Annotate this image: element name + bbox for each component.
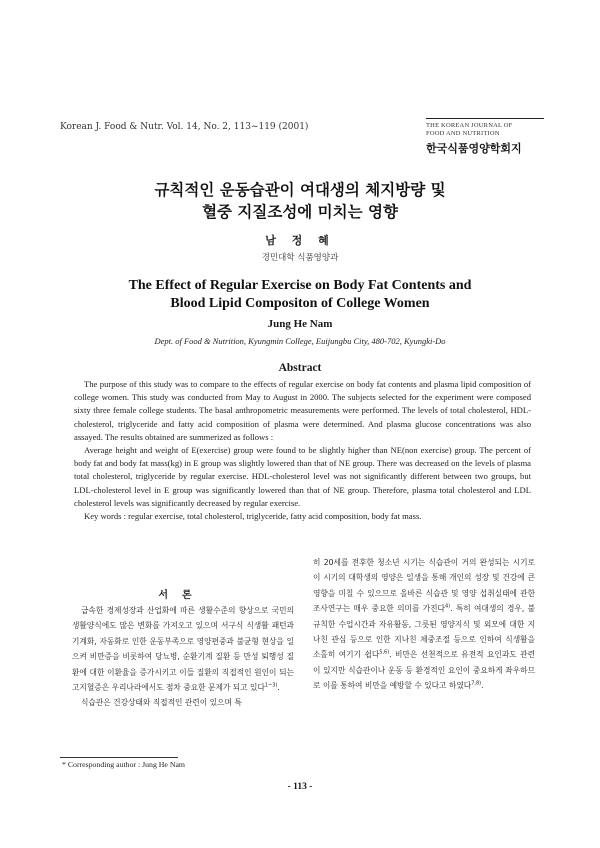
intro-right-column	[313, 555, 535, 694]
title-ko-line2: 혈중 지질조성에 미치는 영향	[202, 203, 398, 221]
footnote-corresponding-author: * Corresponding author : Jung He Nam	[62, 760, 185, 769]
intro-paragraph-1-text: 급속한 경제성장과 산업화에 따른 생활수준의 향상으로 국민의 생활양식에도 많은 변화를 가져오고 있으며 서구식 식생활 패턴과 기계화, 자동화로 인한 운동부족으로 영양편중과 불균형 현상을 일으켜 비만증을 비롯하여 당뇨병, 순환기계 질환 등 만성 퇴행성 질환에 대한 이환율을 증가시키고 이들 질환의 직접적인 원인이 되는 고지혈증은 우리나라에서도 점차 중요한 문제가 되고 있다	[72, 606, 294, 693]
author-ko: 남 정 혜	[265, 234, 335, 247]
abstract-paragraph-1: The purpose of this study was to compare to the effects of regular exercise on body fat contents and plasma lipid composition of college women. This study was conducted from May to August in 2000. The subjects selected for the experiment were composed sixty three female college students. The basal anthropometric measurements were performed. The levels of total cholesterol, HDL-cholesterol, triglyceride and fatty acid composition of plasma were determined. And plasma glucose concentrations was also assayed. The results obtained are summerized as follows :	[74, 379, 531, 442]
intro-paragraph-1: 급속한 경제성장과 산업화에 따른 생활수준의 향상으로 국민의 생활양식에도 많은 변화를 가져오고 있으며 서구식 식생활 패턴과 기계화, 자동화로 인한 운동부족으로 영양편중과 불균형 현상을 일으켜 비만증을 비롯하여 당뇨병, 순환기계 질환 등 만성 퇴행성 질환에 대한 이환율을 증가시키고 이들 질환의 직접적인 원인이 되는 고지혈증은 우리나라에서도 점차 중요한 문제가 되고 있다$^{1\sim 3)}$.	[72, 606, 294, 693]
citation-ref: 4)	[444, 603, 451, 610]
journal-name-en-line2: FOOD AND NUTRITION	[426, 130, 500, 137]
page-number: - 113 -	[287, 782, 313, 792]
affiliation-ko: 경민대학 식품영양과	[261, 253, 339, 263]
journal-name-ko: 한국식품영양학회지	[426, 142, 522, 155]
title-en-line1: The Effect of Regular Exercise on Body Fat Contents and	[128, 278, 472, 293]
footnote-divider	[60, 757, 178, 758]
citation-ref: 5,6)	[379, 649, 390, 656]
citation-ref: 1~3)	[264, 682, 278, 689]
author-en: Jung He Nam	[267, 318, 333, 330]
intro-paragraph-continued	[313, 555, 535, 694]
journal-name-en-line1: THE KOREAN JOURNAL OF	[426, 122, 513, 129]
intro-text-a: 히 20세를 전후한 청소년 시기는 식습관이 거의 완성되는 시기로 이 시기의 대학생의 영양은 일생을 통해 개인의 성장 및 건강에 큰 영향을 미칠 수 있으므로 올바른 식습관 및 영양 섭취실태에 관한 조사연구는 매우 중요한 의미를 가진다	[313, 558, 535, 614]
abstract-body	[74, 378, 531, 523]
title-ko-line1: 규칙적인 운동습관이 여대생의 체지방량 및	[154, 181, 446, 199]
intro-text-d: .	[481, 681, 484, 691]
section-title-introduction: 서론	[158, 590, 206, 601]
intro-left-column	[72, 603, 294, 711]
journal-name-block	[426, 118, 544, 156]
intro-text-c: . 비만은 선천적으로 유전적 요인과도 관련이 있지만 식습관이나 운동 등 환경적인 요인이 중요하게 좌우하므로 이를 통하여 비만을 예방할 수 있다고 하였다	[313, 650, 535, 691]
citation-ref: 7,8)	[471, 680, 482, 687]
title-en-line2: Blood Lipid Compositon of College Women	[170, 296, 430, 311]
affiliation-en: Dept. of Food & Nutrition, Kyungmin College, Euijungbu City, 480-702, Kyungki-Do	[154, 336, 446, 346]
abstract-heading: Abstract	[278, 362, 322, 374]
intro-text-b: . 특히 여대생의 경우, 불규칙한 수업시간과 자유활동, 그릇된 영양지식 및 외모에 대한 지나친 관심 등으로 인한 지나친 체중조절 등으로 인하여 식생활을 소홀히 여기기 쉽다	[313, 604, 536, 660]
abstract-paragraph-2: Average height and weight of E(exercise) group were found to be slightly higher than NE(non exercise) group. The percent of body fat and body fat mass(kg) in E group was slightly lowered than that of NE group. There was decreased on the levels of plasma total cholesterol, triglyceride by regular exercise. HDL-cholesterol level was not significantly different between two groups, but LDL-cholesterol level in E group was significantly lowered than that of NE group. Therefore, plasma total cholesterol and LDL cholesterol levels was significantly decreased by regular exercise.	[74, 445, 531, 508]
journal-citation: Korean J. Food & Nutr. Vol. 14, No. 2, 113~119 (2001)	[60, 122, 309, 132]
keywords: Key words : regular exercise, total cholesterol, triglyceride, fatty acid composition, body fat mass.	[84, 511, 422, 522]
intro-paragraph-2: 식습관은 건강상태와 직접적인 관련이 있으며 특	[81, 698, 242, 708]
